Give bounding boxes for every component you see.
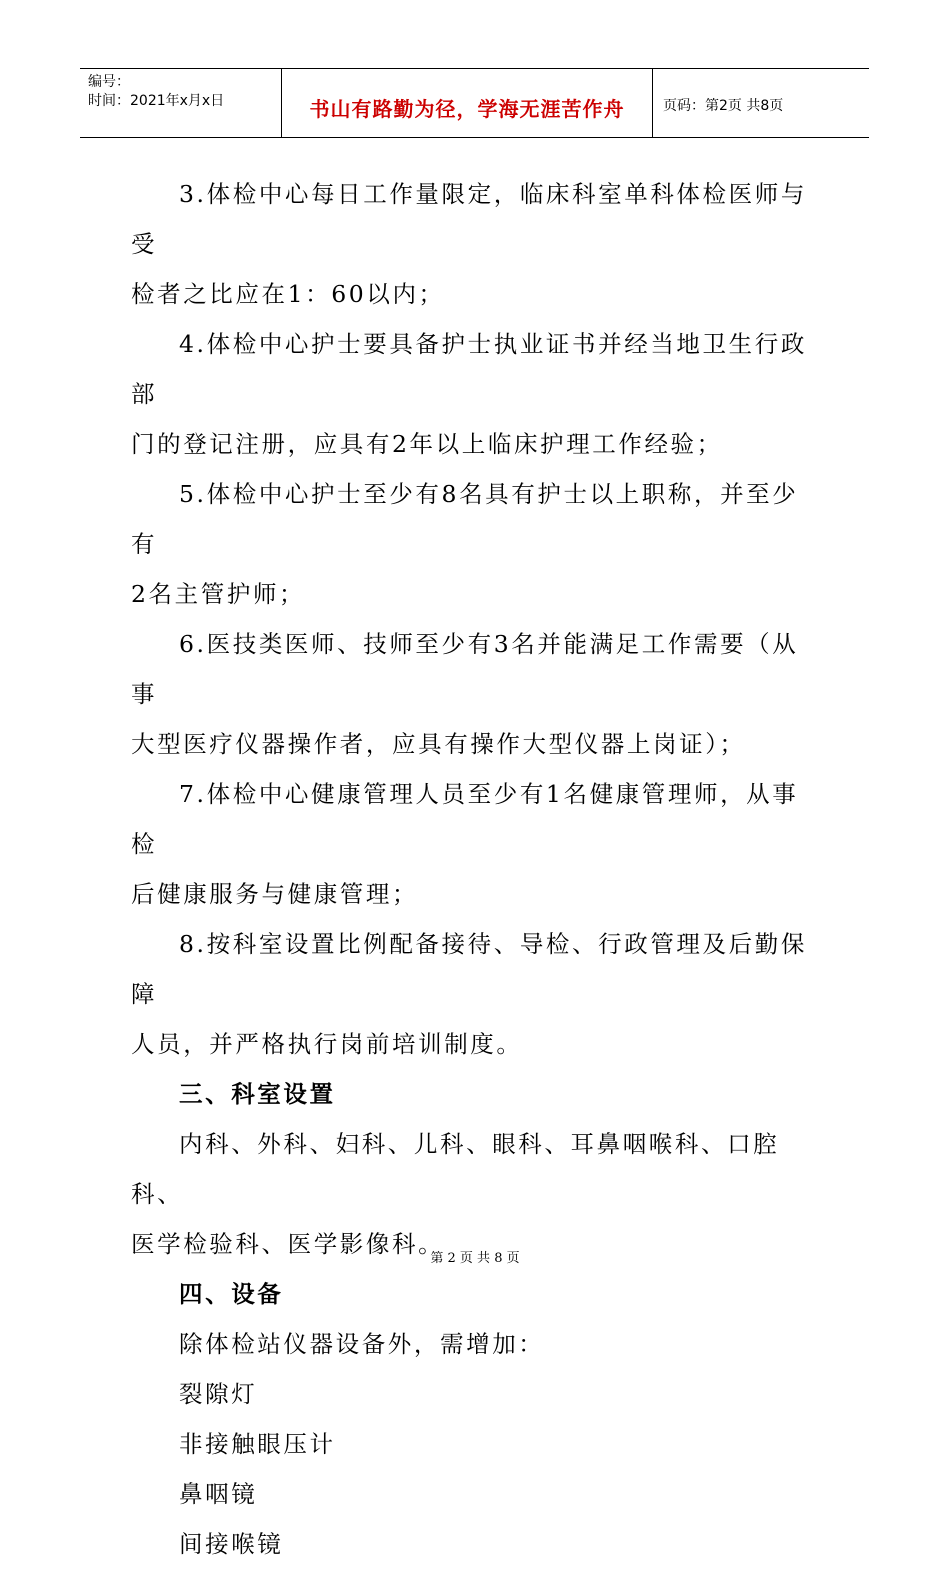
paragraph: 3.体检中心每日工作量限定，临床科室单科体检医师与受 bbox=[131, 180, 807, 258]
paragraph: 2名主管护师； bbox=[131, 580, 306, 608]
header-meta bbox=[88, 73, 224, 111]
paragraph: 检者之比应在1：60以内； bbox=[131, 280, 445, 308]
section-heading: 四、设备 bbox=[179, 1280, 284, 1308]
document-body bbox=[131, 169, 821, 1569]
paragraph: 医学检验科、医学影像科。 bbox=[131, 1230, 445, 1258]
equipment-item: 鼻咽镜 bbox=[179, 1480, 258, 1508]
paragraph: 8.按科室设置比例配备接待、导检、行政管理及后勤保障 bbox=[131, 930, 807, 1008]
page-header bbox=[80, 68, 869, 138]
paragraph: 除体检站仪器设备外，需增加： bbox=[179, 1330, 545, 1358]
header-divider bbox=[652, 69, 653, 137]
document-time-label: 时间：2021年x月x日 bbox=[88, 93, 225, 109]
paragraph: 后健康服务与健康管理； bbox=[131, 880, 419, 908]
equipment-item: 非接触眼压计 bbox=[179, 1430, 336, 1458]
header-motto: 书山有路勤为径，学海无涯苦作舟 bbox=[309, 97, 625, 121]
paragraph: 7.体检中心健康管理人员至少有1名健康管理师，从事检 bbox=[131, 780, 799, 858]
equipment-item: 间接喉镜 bbox=[179, 1530, 284, 1558]
paragraph: 内科、外科、妇科、儿科、眼科、耳鼻咽喉科、口腔科、 bbox=[131, 1130, 780, 1208]
page-footer: 第 2 页 共 8 页 bbox=[430, 1251, 520, 1266]
document-number-label: 编号： bbox=[88, 74, 130, 90]
equipment-item: 裂隙灯 bbox=[179, 1380, 258, 1408]
paragraph: 人员，并严格执行岗前培训制度。 bbox=[131, 1030, 523, 1058]
section-heading: 三、科室设置 bbox=[179, 1080, 336, 1108]
paragraph: 5.体检中心护士至少有8名具有护士以上职称，并至少有 bbox=[131, 480, 799, 558]
paragraph: 4.体检中心护士要具备护士执业证书并经当地卫生行政部 bbox=[131, 330, 807, 408]
paragraph: 大型医疗仪器操作者，应具有操作大型仪器上岗证）； bbox=[131, 730, 746, 758]
paragraph: 6.医技类医师、技师至少有3名并能满足工作需要（从事 bbox=[131, 630, 799, 708]
header-page-number: 页码：第2页 共8页 bbox=[663, 98, 784, 114]
paragraph: 门的登记注册，应具有2年以上临床护理工作经验； bbox=[131, 430, 723, 458]
